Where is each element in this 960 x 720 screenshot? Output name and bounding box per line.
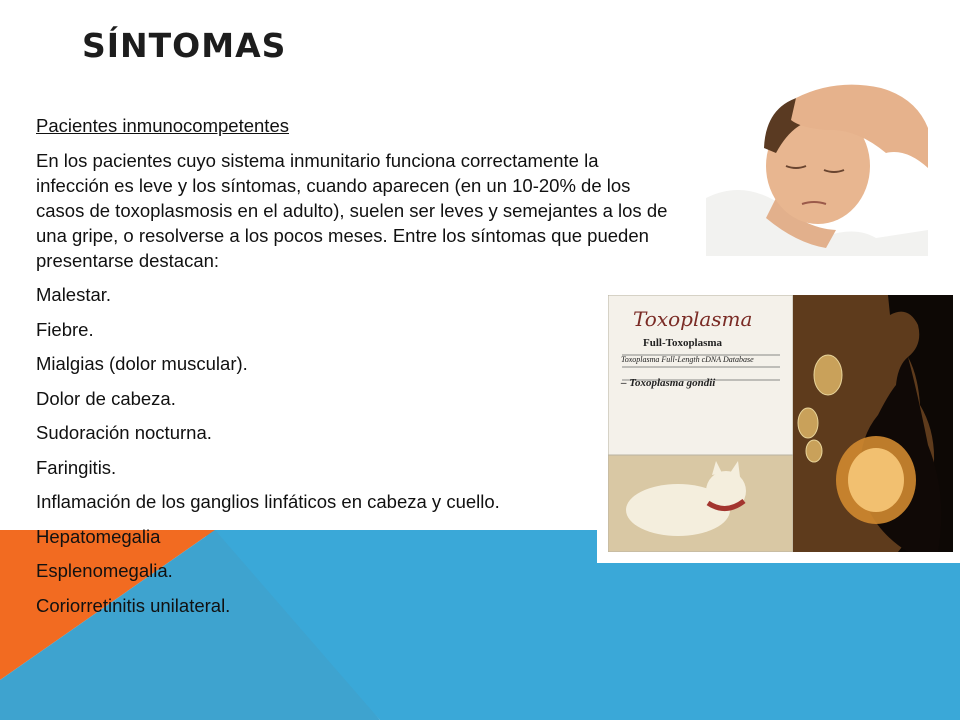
symptom-item: Faringitis. [36, 456, 117, 478]
toxo-database: Toxoplasma Full-Length cDNA Database [621, 355, 754, 364]
toxo-species-name: Toxoplasma gondii [629, 377, 716, 389]
symptom-item: Hepatomegalia [36, 525, 161, 547]
section-subtitle: Pacientes inmunocompetentes [36, 115, 289, 136]
symptom-item: Esplenomegalia. [36, 560, 173, 581]
symptom-list [36, 282, 676, 618]
slide-content [36, 113, 676, 627]
headache-photo [706, 58, 928, 256]
toxo-subtitle: Full-Toxoplasma [643, 337, 723, 349]
symptom-item: Inflamación de los ganglios linfáticos en cabeza y cuello. [36, 491, 500, 512]
symptom-item: Malestar. [36, 284, 112, 305]
intro-paragraph: En los pacientes cuyo sistema inmunitario funciona correctamente la infección es leve y los síntomas, cuando aparecen (en un 10-20% de los casos de toxoplasmosis en el adulto), suelen ser leves y semejantes a los de una gripe, o resolverse a los pocos meses. Entre los síntomas que pueden presentarse destacan: [36, 150, 668, 271]
symptom-item: Coriorretinitis unilateral. [36, 594, 231, 616]
symptom-item: Dolor de cabeza. [36, 387, 176, 409]
slide-title: SÍNTOMAS [82, 26, 287, 65]
symptom-item: Sudoración nocturna. [36, 422, 212, 443]
symptom-item: Fiebre. [36, 318, 94, 340]
toxo-dash: – [621, 377, 630, 389]
toxo-title: Toxoplasma [633, 307, 753, 331]
man-illustration [706, 58, 928, 256]
symptom-item: Mialgias (dolor muscular). [36, 353, 248, 374]
